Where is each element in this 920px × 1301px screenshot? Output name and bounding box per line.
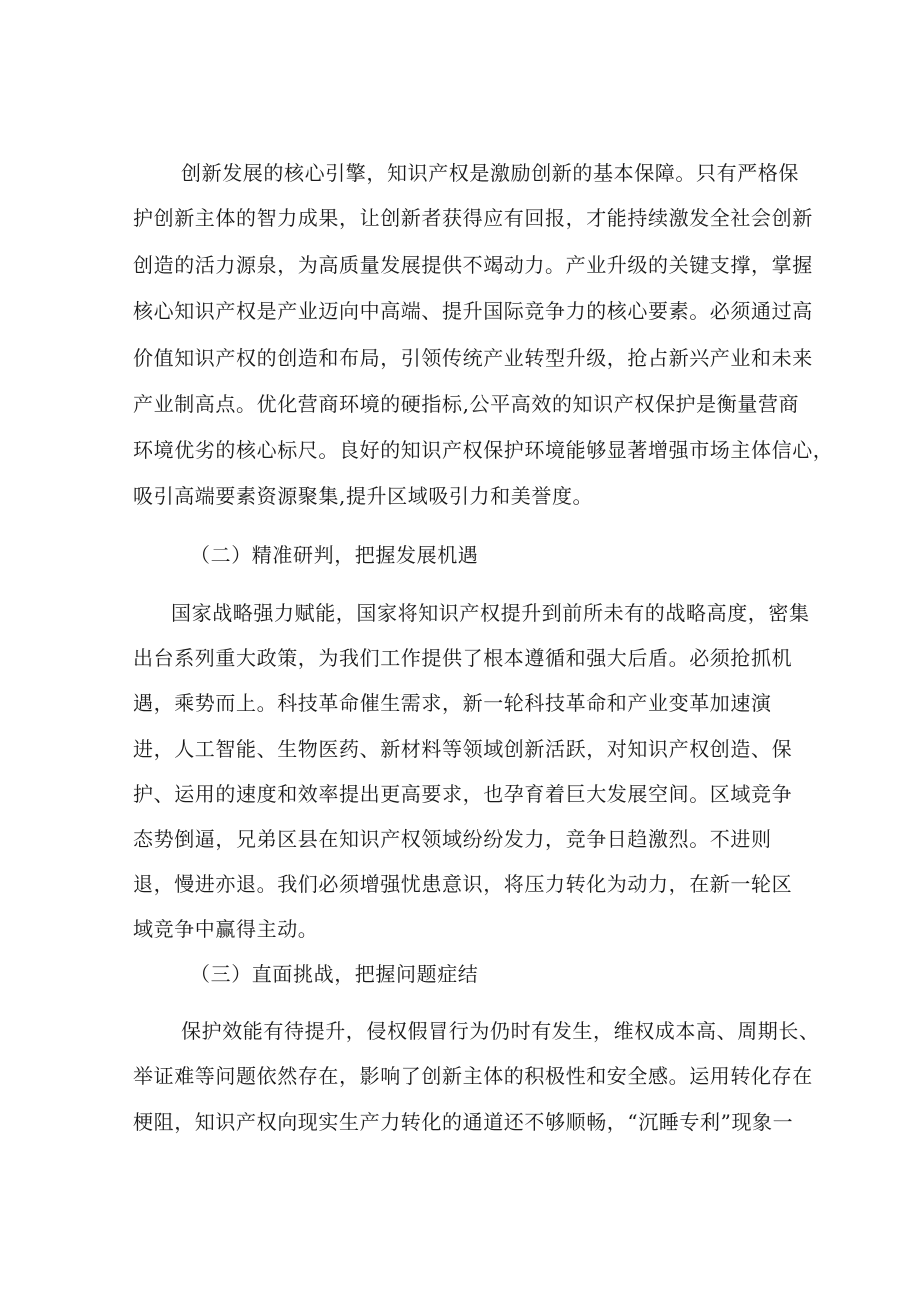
section-heading-2: （二）精准研判，把握发展机遇 [190,543,479,567]
paragraph-line: 遇，乘势而上。科技革命催生需求，新一轮科技革命和产业变革加速演 [133,691,772,715]
paragraph-line: 进，人工智能、生物医药、新材料等领域创新活跃，对知识产权创造、保 [133,737,793,761]
paragraph-line: 保护效能有待提升，侵权假冒行为仍时有发生，维权成本高、周期长、 [181,1019,820,1043]
paragraph-line: 退，慢进亦退。我们必须增强忧患意识，将压力转化为动力，在新一轮区 [133,872,793,896]
paragraph-line: 梗阻，知识产权向现实生产力转化的通道还不够顺畅，“沉睡专利”现象一 [133,1110,794,1134]
section-heading-3: （三）直面挑战，把握问题症结 [190,962,479,986]
paragraph-line: 域竞争中赢得主动。 [133,917,319,941]
paragraph-line: 环境优劣的核心标尺。良好的知识产权保护环境能够显著增强市场主体信心， [133,438,834,462]
paragraph-line: 态势倒逼，兄弟区县在知识产权领域纷纷发力，竞争日趋激烈。不进则 [133,827,772,851]
paragraph-line: 创造的活力源泉，为高质量发展提供不竭动力。产业升级的关键支撑，掌握 [133,253,813,277]
paragraph-line: 产业制高点。优化营商环境的硬指标,公平高效的知识产权保护是衡量营商 [133,392,800,416]
paragraph-line: 吸引高端要素资源聚集,提升区域吸引力和美誉度。 [133,484,594,508]
paragraph-line: 护、运用的速度和效率提出更高要求，也孕育着巨大发展空间。区域竞争 [133,782,793,806]
paragraph-line: 创新发展的核心引擎，知识产权是激励创新的基本保障。只有严格保 [181,161,799,185]
paragraph-line: 护创新主体的智力成果，让创新者获得应有回报，才能持续激发全社会创新 [133,206,813,230]
paragraph-line: 核心知识产权是产业迈向中高端、提升国际竞争力的核心要素。必须通过高 [133,299,813,323]
paragraph-line: 价值知识产权的创造和布局，引领传统产业转型升级，抢占新兴产业和未来 [133,346,813,370]
paragraph-line: 举证难等问题依然存在，影响了创新主体的积极性和安全感。运用转化存在 [133,1064,813,1088]
paragraph-line: 国家战略强力赋能，国家将知识产权提升到前所未有的战略高度，密集 [171,601,810,625]
paragraph-line: 出台系列重大政策，为我们工作提供了根本遵循和强大后盾。必须抢抓机 [133,646,793,670]
